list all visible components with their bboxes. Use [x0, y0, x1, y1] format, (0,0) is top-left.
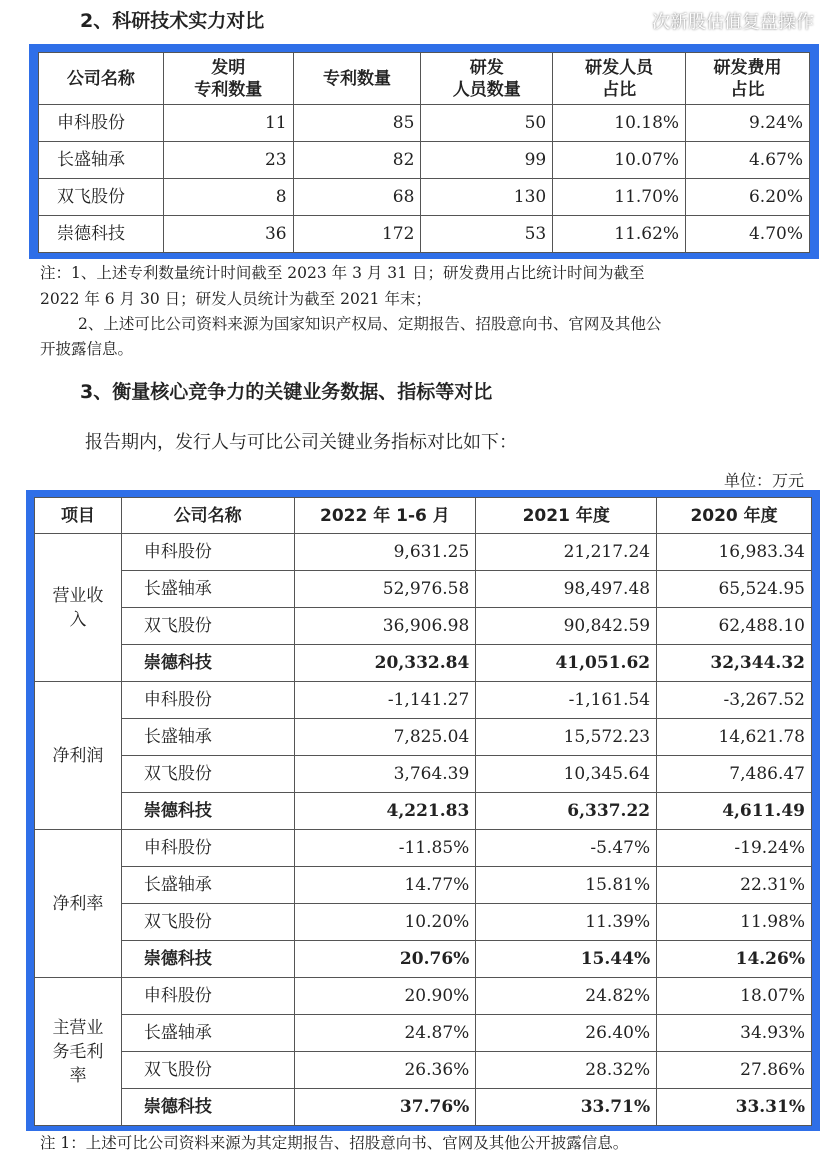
- value-cell: 26.40%: [476, 1015, 657, 1052]
- value-cell: 11.62%: [553, 216, 686, 253]
- value-cell: 10.07%: [553, 142, 686, 179]
- table-row: [35, 904, 812, 941]
- company-cell: 双飞股份: [39, 179, 164, 216]
- value-cell: 7,486.47: [657, 756, 812, 793]
- note-line-3: 2、上述可比公司资料来源为国家知识产权局、定期报告、招股意向书、官网及其他公: [78, 315, 662, 333]
- company-cell: 申科股份: [121, 830, 294, 867]
- header-cell: 公司名称: [121, 498, 294, 534]
- value-cell: 33.31%: [657, 1089, 812, 1126]
- table-row: [35, 534, 812, 571]
- item-cell: 净利润: [35, 682, 122, 830]
- header-cell: 2020 年度: [657, 498, 812, 534]
- table-row: [35, 608, 812, 645]
- item-cell: 营业收入: [35, 534, 122, 682]
- metrics-table: [34, 497, 812, 1126]
- value-cell: 14,621.78: [657, 719, 812, 756]
- company-cell: 双飞股份: [121, 756, 294, 793]
- value-cell: 36: [163, 216, 293, 253]
- company-cell: 长盛轴承: [121, 719, 294, 756]
- header-cell: 2021 年度: [476, 498, 657, 534]
- value-cell: 4,611.49: [657, 793, 812, 830]
- value-cell: 10.20%: [294, 904, 476, 941]
- company-cell: 崇德科技: [121, 793, 294, 830]
- company-cell: 崇德科技: [121, 645, 294, 682]
- value-cell: 15.81%: [476, 867, 657, 904]
- value-cell: 32,344.32: [657, 645, 812, 682]
- value-cell: 22.31%: [657, 867, 812, 904]
- company-cell: 双飞股份: [121, 904, 294, 941]
- value-cell: 37.76%: [294, 1089, 476, 1126]
- header-cell: 2022 年 1-6 月: [294, 498, 476, 534]
- value-cell: 36,906.98: [294, 608, 476, 645]
- value-cell: 6.20%: [686, 179, 810, 216]
- value-cell: 53: [421, 216, 553, 253]
- value-cell: 14.26%: [657, 941, 812, 978]
- item-cell: 主营业务毛利率: [35, 978, 122, 1126]
- value-cell: 98,497.48: [476, 571, 657, 608]
- company-cell: 长盛轴承: [39, 142, 164, 179]
- section2-title: 2、科研技术实力对比: [80, 10, 265, 32]
- value-cell: 4,221.83: [294, 793, 476, 830]
- value-cell: 21,217.24: [476, 534, 657, 571]
- value-cell: 11.70%: [553, 179, 686, 216]
- watermark: 次新股估值复盘操作: [652, 12, 814, 33]
- header-cell: 项目: [35, 498, 122, 534]
- header-cell: 研发人员 占比: [553, 53, 686, 105]
- value-cell: 28.32%: [476, 1052, 657, 1089]
- table-row: [35, 1015, 812, 1052]
- header-cell: 专利数量: [293, 53, 421, 105]
- value-cell: 16,983.34: [657, 534, 812, 571]
- value-cell: 6,337.22: [476, 793, 657, 830]
- header-cell: 发明 专利数量: [163, 53, 293, 105]
- header-cell: 研发 人员数量: [421, 53, 553, 105]
- value-cell: 27.86%: [657, 1052, 812, 1089]
- section3-title: 3、衡量核心竞争力的关键业务数据、指标等对比: [80, 381, 493, 403]
- value-cell: 62,488.10: [657, 608, 812, 645]
- company-cell: 双飞股份: [121, 608, 294, 645]
- value-cell: 8: [163, 179, 293, 216]
- rd-table-frame: [29, 44, 819, 259]
- unit-label: 单位：万元: [723, 471, 804, 490]
- value-cell: 52,976.58: [294, 571, 476, 608]
- header-cell: 公司名称: [39, 53, 164, 105]
- note-line-2: 2022 年 6 月 30 日；研发人员统计为截至 2021 年末；: [40, 290, 431, 308]
- value-cell: 33.71%: [476, 1089, 657, 1126]
- value-cell: 11.98%: [657, 904, 812, 941]
- metrics-table-frame: [26, 490, 820, 1131]
- value-cell: 65,524.95: [657, 571, 812, 608]
- value-cell: 10,345.64: [476, 756, 657, 793]
- value-cell: 10.18%: [553, 105, 686, 142]
- value-cell: 99: [421, 142, 553, 179]
- company-cell: 申科股份: [121, 682, 294, 719]
- value-cell: 68: [293, 179, 421, 216]
- value-cell: 23: [163, 142, 293, 179]
- company-cell: 长盛轴承: [121, 571, 294, 608]
- value-cell: 90,842.59: [476, 608, 657, 645]
- table-row: [35, 645, 812, 682]
- rd-comparison-table: [38, 52, 810, 253]
- value-cell: 9.24%: [686, 105, 810, 142]
- value-cell: 172: [293, 216, 421, 253]
- table-row: [35, 830, 812, 867]
- table-row: [35, 1089, 812, 1126]
- value-cell: 34.93%: [657, 1015, 812, 1052]
- value-cell: 24.87%: [294, 1015, 476, 1052]
- value-cell: 20,332.84: [294, 645, 476, 682]
- company-cell: 申科股份: [121, 978, 294, 1015]
- company-cell: 崇德科技: [121, 1089, 294, 1126]
- value-cell: -5.47%: [476, 830, 657, 867]
- note-line-1: 注：1、上述专利数量统计时间截至 2023 年 3 月 31 日；研发费用占比统计时间为截至: [40, 264, 645, 282]
- value-cell: 41,051.62: [476, 645, 657, 682]
- value-cell: 4.67%: [686, 142, 810, 179]
- value-cell: 50: [421, 105, 553, 142]
- table-row: [39, 142, 810, 179]
- value-cell: -3,267.52: [657, 682, 812, 719]
- table-row: [35, 941, 812, 978]
- table-row: [39, 105, 810, 142]
- value-cell: -1,161.54: [476, 682, 657, 719]
- value-cell: 20.90%: [294, 978, 476, 1015]
- value-cell: 20.76%: [294, 941, 476, 978]
- company-cell: 长盛轴承: [121, 867, 294, 904]
- table-row: [35, 756, 812, 793]
- company-cell: 崇德科技: [39, 216, 164, 253]
- item-cell: 净利率: [35, 830, 122, 978]
- table-row: [35, 978, 812, 1015]
- value-cell: 15.44%: [476, 941, 657, 978]
- section3-note: 注 1：上述可比公司资料来源为其定期报告、招股意向书、官网及其他公开披露信息。: [40, 1134, 629, 1152]
- value-cell: 3,764.39: [294, 756, 476, 793]
- value-cell: 82: [293, 142, 421, 179]
- table-row: [35, 682, 812, 719]
- company-cell: 申科股份: [121, 534, 294, 571]
- company-cell: 申科股份: [39, 105, 164, 142]
- value-cell: 4.70%: [686, 216, 810, 253]
- value-cell: 85: [293, 105, 421, 142]
- company-cell: 崇德科技: [121, 941, 294, 978]
- company-cell: 双飞股份: [121, 1052, 294, 1089]
- company-cell: 长盛轴承: [121, 1015, 294, 1052]
- section3-intro: 报告期内，发行人与可比公司关键业务指标对比如下：: [85, 432, 517, 453]
- table-row: [35, 571, 812, 608]
- value-cell: -19.24%: [657, 830, 812, 867]
- value-cell: 24.82%: [476, 978, 657, 1015]
- value-cell: 26.36%: [294, 1052, 476, 1089]
- value-cell: 15,572.23: [476, 719, 657, 756]
- table-row: [35, 867, 812, 904]
- value-cell: -1,141.27: [294, 682, 476, 719]
- table-row: [35, 719, 812, 756]
- value-cell: 18.07%: [657, 978, 812, 1015]
- table-row: [39, 179, 810, 216]
- value-cell: 11: [163, 105, 293, 142]
- table-row: [39, 216, 810, 253]
- value-cell: 130: [421, 179, 553, 216]
- value-cell: -11.85%: [294, 830, 476, 867]
- table-row: [35, 1052, 812, 1089]
- table-row: [35, 793, 812, 830]
- header-cell: 研发费用 占比: [686, 53, 810, 105]
- value-cell: 9,631.25: [294, 534, 476, 571]
- value-cell: 7,825.04: [294, 719, 476, 756]
- value-cell: 14.77%: [294, 867, 476, 904]
- note-line-4: 开披露信息。: [40, 340, 134, 358]
- value-cell: 11.39%: [476, 904, 657, 941]
